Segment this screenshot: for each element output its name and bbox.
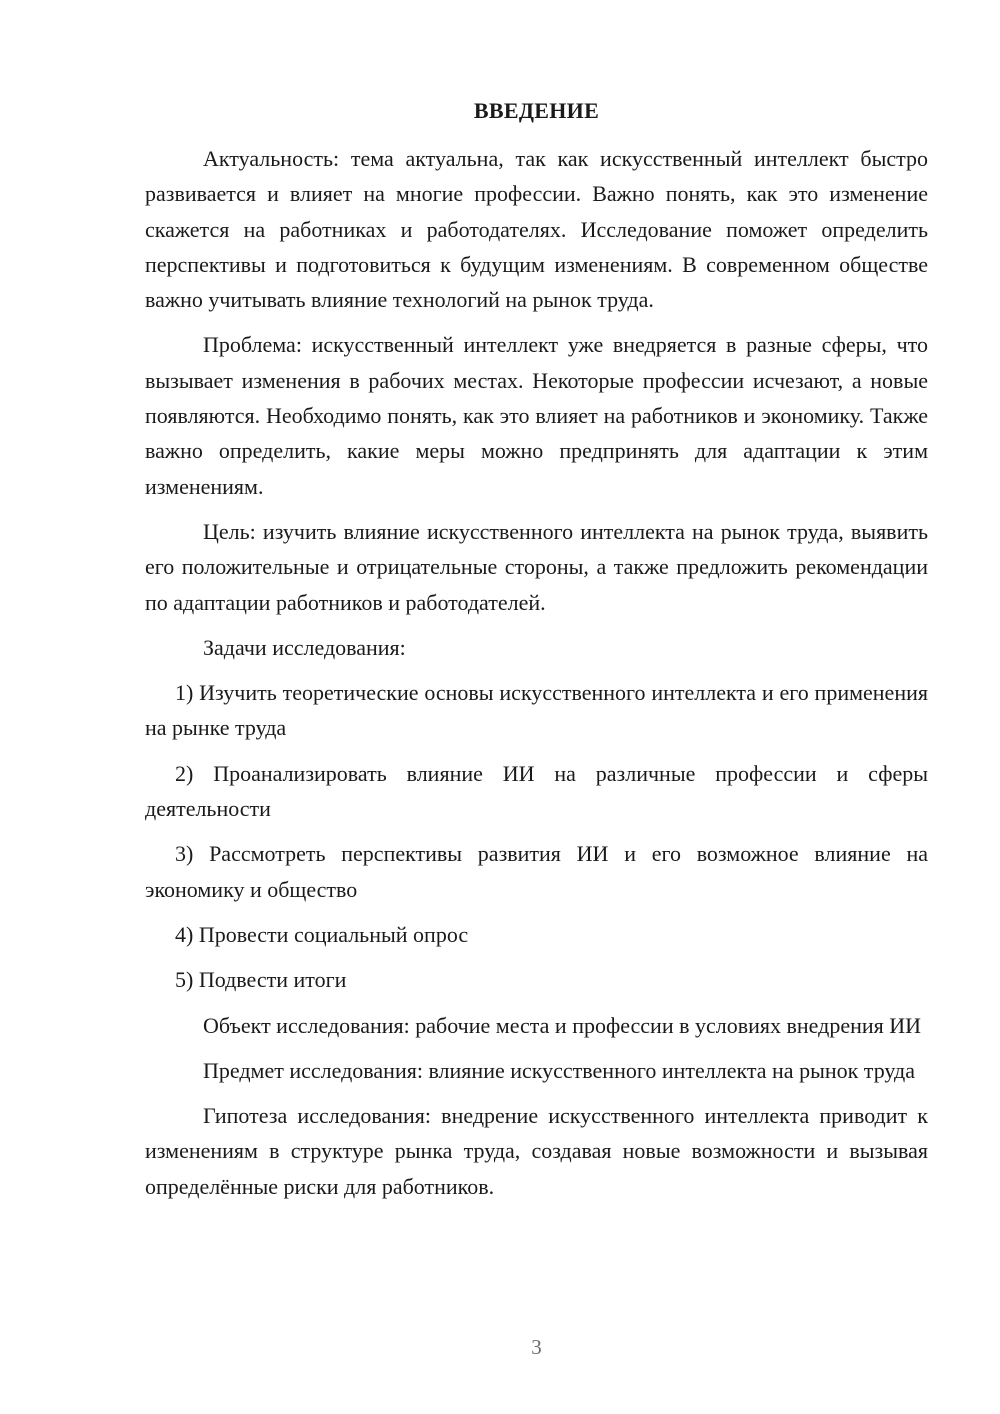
task-item: 2) Проанализировать влияние ИИ на различные профессии и сферы деятельности bbox=[145, 760, 928, 822]
task-item: 4) Провести социальный опрос bbox=[175, 921, 469, 947]
paragraph-object: Объект исследования: рабочие места и профессии в условиях внедрения ИИ bbox=[203, 1012, 922, 1038]
task-item: 3) Рассмотреть перспективы развития ИИ и его возможное влияние на экономику и общество bbox=[145, 841, 928, 902]
paragraph-subject: Предмет исследования: влияние искусственного интеллекта на рынок труда bbox=[203, 1057, 915, 1083]
paragraph-hypothesis: Гипотеза исследования: внедрение искусственного интеллекта приводит к изменениям в структуре рынка труда, создавая новые возможности и вызывая определённые риски для работников. bbox=[145, 1103, 928, 1199]
document-body bbox=[145, 141, 928, 1214]
paragraph-tasks-heading: Задачи исследования: bbox=[203, 634, 406, 660]
task-item: 1) Изучить теоретические основы искусственного интеллекта и его применения на рынке труда bbox=[145, 680, 928, 741]
section-heading: ВВЕДЕНИЕ bbox=[473, 98, 600, 123]
paragraph-relevance: Актуальность: тема актуальна, так как искусственный интеллект быстро развивается и влияет на многие профессии. Важно понять, как это изменение скажется на работниках и работодателях. Исследование поможет определить перспективы и подготовиться к будущим изменениям. В современном обществе важно учитывать влияние технологий на рынок труда. bbox=[145, 146, 928, 313]
page-number: 3 bbox=[531, 1335, 542, 1359]
paragraph-goal: Цель: изучить влияние искусственного интеллекта на рынок труда, выявить его положительные и отрицательные стороны, а также предложить рекомендации по адаптации работников и работодателей. bbox=[145, 518, 928, 615]
task-item: 5) Подвести итоги bbox=[175, 967, 347, 993]
paragraph-problem: Проблема: искусственный интеллект уже внедряется в разные сферы, что вызывает изменения в рабочих местах. Некоторые профессии исчезают, а новые появляются. Необходимо понять, как это влияет на работников и экономику. Также важно определить, какие меры можно предпринять для адаптации к этим изменениям. bbox=[145, 332, 928, 499]
